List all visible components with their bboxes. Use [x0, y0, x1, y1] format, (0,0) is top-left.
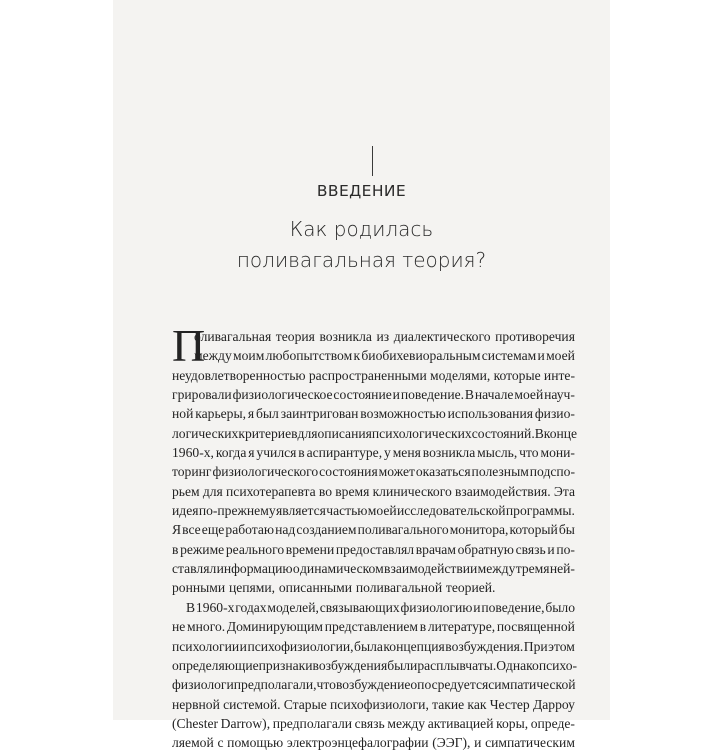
drop-cap: П — [172, 320, 206, 371]
text-line: между моим любопытством к биобихевиоральным системам и моей — [194, 348, 575, 364]
text-line: психологии и психофизиологии, была концепция возбуждения. При этом — [172, 638, 575, 654]
text-line: неудовлетворенностью распространенными моделями, которые инте- — [172, 367, 575, 383]
text-line: ставлял информацию о динамическом взаимодействии между тремя ней- — [172, 561, 575, 577]
text-line: ронными цепями, описанными поливагальной теорией. — [172, 580, 496, 596]
body-text — [172, 320, 578, 753]
text-line: торинг физиологического состояния может оказаться полезным подспо- — [172, 464, 575, 480]
text-line: в режиме реального времени предоставлял врачам обратную связь и по- — [172, 541, 575, 557]
text-line: Я все еще работаю над созданием поливагального монитора, который бы — [172, 522, 575, 538]
text-line: ляемой с помощью электроэнцефалографии (ЭЭГ), и симпатическим — [172, 735, 575, 751]
text-line: рьем для психотерапевта во время клинического взаимодействия. Эта — [172, 483, 575, 499]
text-line: физиологи предполагали, что возбуждение опосредуется симпатической — [172, 677, 576, 693]
text-line: грировали физиологическое состояние и поведение. В начале моей науч- — [172, 387, 575, 403]
text-line: не много. Доминирующим представлением в литературе, посвященной — [172, 619, 575, 635]
book-page — [113, 0, 610, 751]
chapter-title-line-1: Как родилась — [289, 217, 434, 241]
chapter-divider-line — [372, 146, 373, 176]
chapter-title — [113, 214, 610, 276]
text-line: идея по-прежнему является частью моей исследовательской программы. — [172, 503, 575, 519]
text-line: нервной системой. Старые психофизиологи, такие как Честер Дарроу — [172, 696, 575, 712]
text-line: (Chester Darrow), предполагали связь между активацией коры, опреде- — [172, 715, 575, 731]
text-line: оливагальная теория возникла из диалектического противоречия — [194, 329, 575, 344]
text-line: логических критериев для описания психологических состояний. В конце — [172, 425, 578, 441]
text-line: В 1960-х годах моделей, связывающих физиологию и поведение, было — [186, 599, 575, 615]
text-line: ной карьеры, я был заинтригован возможностью использования физио- — [172, 406, 575, 422]
chapter-label: ВВЕДЕНИЕ — [316, 182, 407, 200]
text-line: 1960-х, когда я учился в аспирантуре, у меня возникла мысль, что мони- — [172, 445, 575, 461]
chapter-title-line-2: поливагальная теория? — [236, 248, 487, 272]
text-line: определяющие признаки возбуждения были расплывчаты. Однако психо- — [172, 657, 578, 673]
